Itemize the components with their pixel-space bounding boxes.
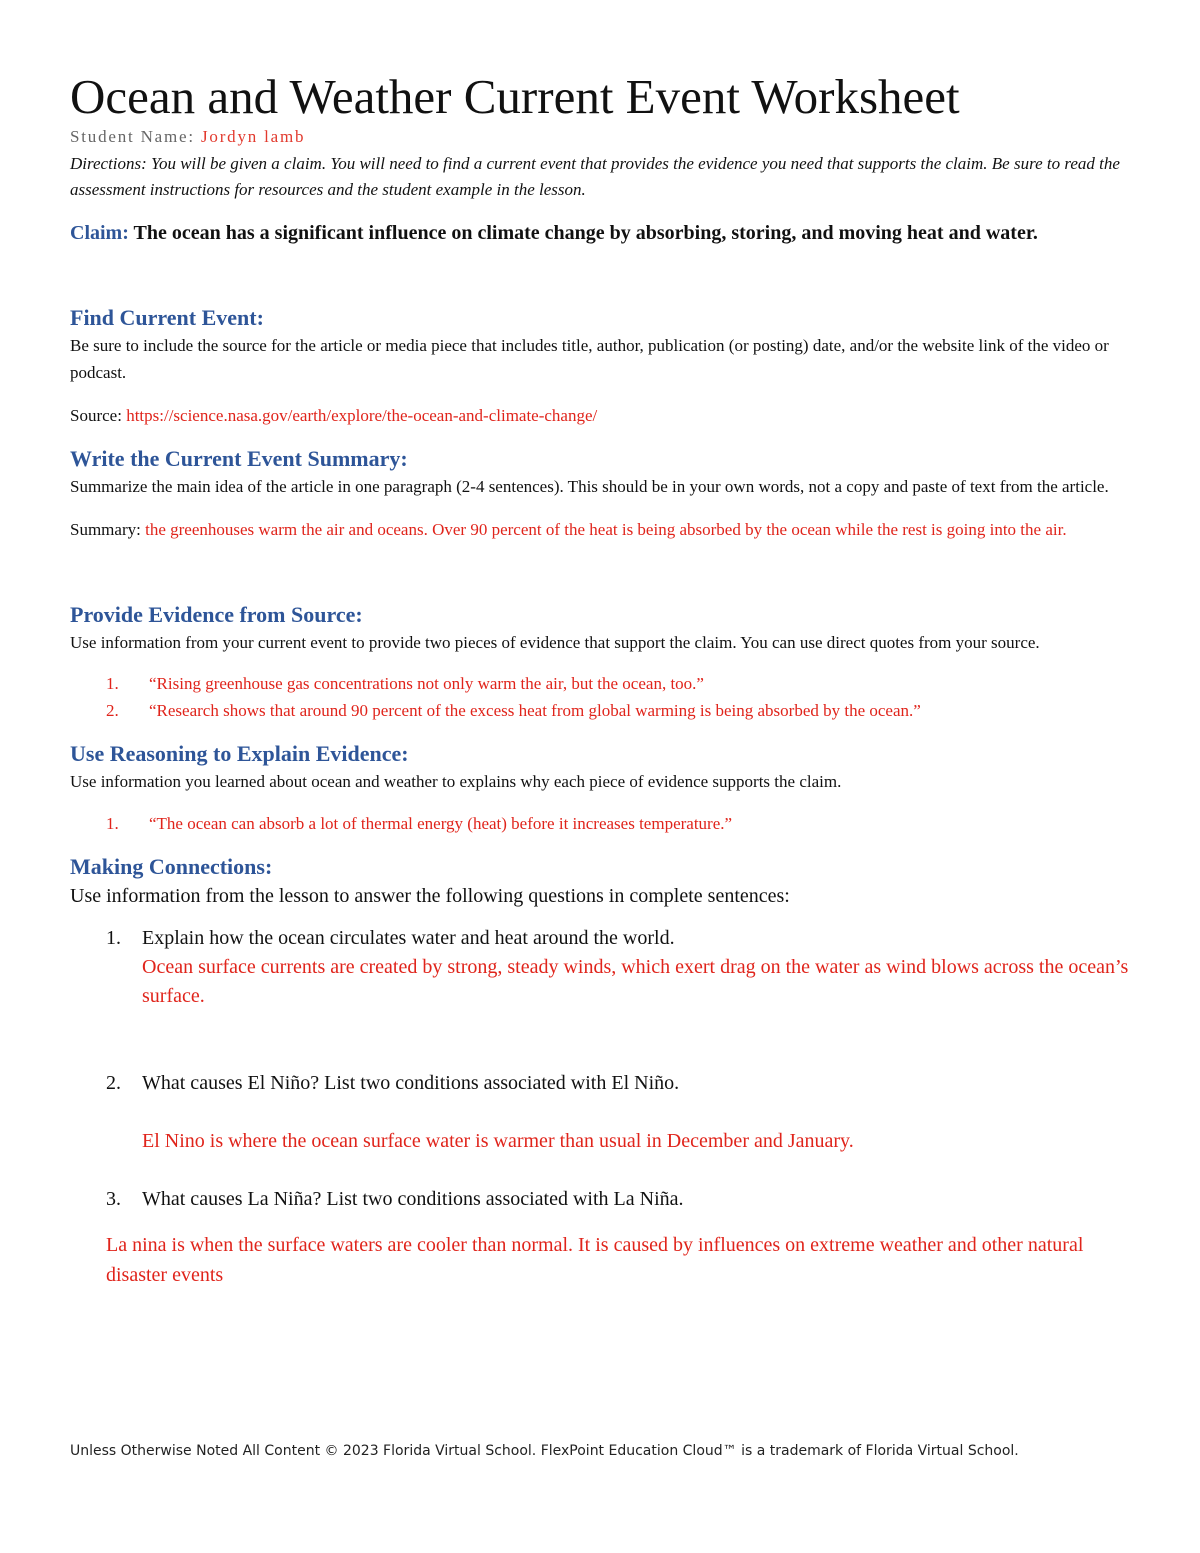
question-number: 3. [106, 1187, 121, 1210]
evidence-text: “Research shows that around 90 percent of the excess heat from global warming is being absorbed by the ocean.” [149, 700, 921, 720]
source-label: Source: [70, 405, 122, 425]
evidence-item [70, 670, 1130, 697]
student-name-value: Jordyn lamb [200, 126, 306, 146]
question-number: 2. [106, 1071, 121, 1094]
question-item [70, 1185, 1130, 1214]
student-name-label: Student Name: [70, 126, 195, 146]
reasoning-heading: Use Reasoning to Explain Evidence: [70, 740, 409, 766]
page-title: Ocean and Weather Current Event Worksheet [70, 69, 960, 124]
evidence-text: “Rising greenhouse gas concentrations not only warm the air, but the ocean, too.” [149, 673, 704, 693]
question-text: What causes La Niña? List two conditions associated with La Niña. [142, 1187, 684, 1210]
evidence-number: 1. [106, 673, 119, 693]
claim-text: The ocean has a significant influence on climate change by absorbing, storing, and moving heat and water. [133, 221, 1038, 244]
summary-line [70, 516, 1130, 543]
summary-instructions: Summarize the main idea of the article in one paragraph (2-4 sentences). This should be in your own words, not a copy and paste of text from the article. [70, 476, 1109, 496]
claim-label: Claim: [70, 221, 129, 244]
reasoning-item [70, 810, 1130, 837]
question-item [70, 1069, 1130, 1156]
summary-answer: the greenhouses warm the air and oceans. Over 90 percent of the heat is being absorbed by the ocean while the rest is going into the air. [145, 519, 1067, 539]
claim [70, 218, 1130, 249]
questions-list [70, 924, 1130, 1214]
directions: Directions: You will be given a claim. You will need to find a current event that provides the evidence you need that supports the claim. Be sure to read the assessment instructions for resources and the student example in the lesson. [70, 153, 1120, 199]
summary-heading: Write the Current Event Summary: [70, 445, 408, 471]
find-event-heading: Find Current Event: [70, 304, 264, 330]
question-number: 1. [106, 926, 121, 949]
question-item [70, 924, 1130, 1011]
worksheet-page [70, 70, 1130, 1290]
question-3-answer: La nina is when the surface waters are cooler than normal. It is caused by influences on extreme weather and other natural disaster events [106, 1233, 1084, 1286]
question-answer: Ocean surface currents are created by strong, steady winds, which exert drag on the water as wind blows across the ocean’s surface. [142, 955, 1129, 1007]
evidence-item [70, 697, 1130, 724]
reasoning-list [70, 810, 1130, 837]
student-name-line [70, 127, 1130, 147]
evidence-number: 2. [106, 700, 119, 720]
evidence-list [70, 670, 1130, 724]
reasoning-text: “The ocean can absorb a lot of thermal energy (heat) before it increases temperature.” [149, 813, 733, 833]
copyright-footer: Unless Otherwise Noted All Content © 2023 Florida Virtual School. FlexPoint Education Cloud™ is a trademark of Florida Virtual School. [70, 1443, 1019, 1459]
find-event-instructions: Be sure to include the source for the article or media piece that includes title, author, publication (or posting) date, and/or the website link of the video or podcast. [70, 335, 1109, 382]
question-answer: El Nino is where the ocean surface water is warmer than usual in December and January. [142, 1129, 854, 1152]
connections-heading: Making Connections: [70, 853, 273, 879]
reasoning-instructions: Use information you learned about ocean and weather to explains why each piece of evidence supports the claim. [70, 771, 842, 791]
source-link[interactable]: https://science.nasa.gov/earth/explore/the-ocean-and-climate-change/ [126, 405, 598, 425]
evidence-instructions: Use information from your current event to provide two pieces of evidence that support the claim. You can use direct quotes from your source. [70, 632, 1040, 652]
question-text: What causes El Niño? List two conditions associated with El Niño. [142, 1071, 680, 1094]
source-line [70, 402, 1130, 429]
summary-label: Summary: [70, 519, 141, 539]
question-text: Explain how the ocean circulates water and heat around the world. [142, 926, 675, 949]
reasoning-number: 1. [106, 813, 119, 833]
connections-instructions: Use information from the lesson to answer the following questions in complete sentences: [70, 884, 790, 907]
evidence-heading: Provide Evidence from Source: [70, 601, 363, 627]
